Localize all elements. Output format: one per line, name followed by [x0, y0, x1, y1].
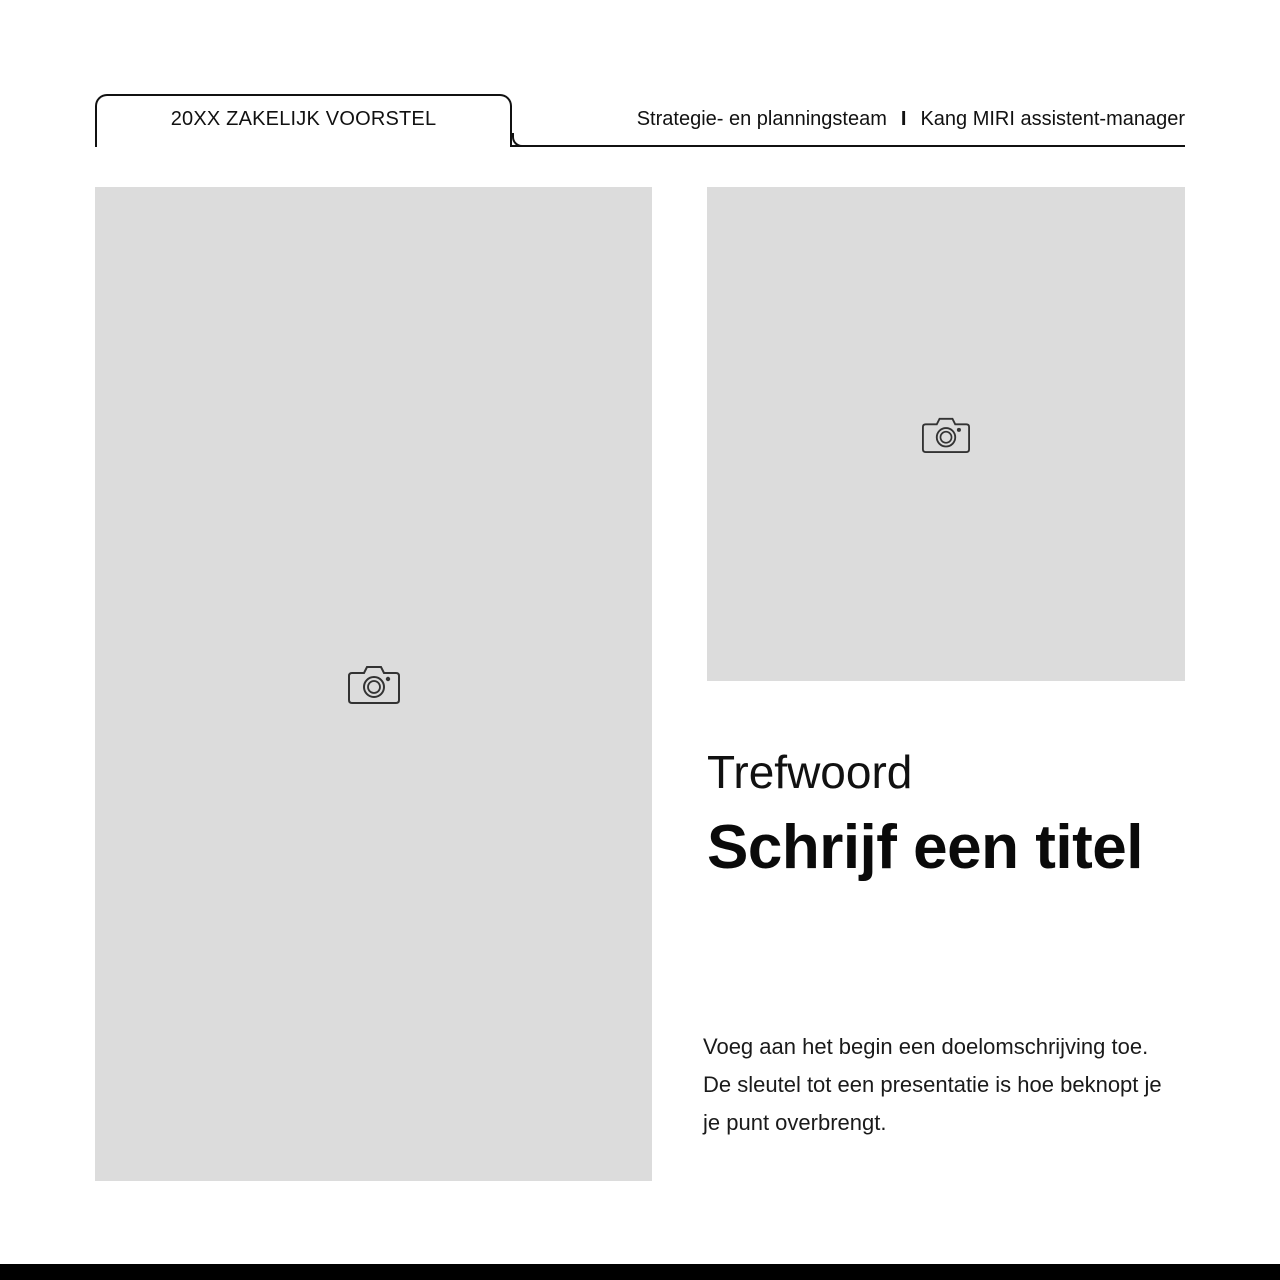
bottom-bar	[0, 1264, 1280, 1280]
header-separator: I	[900, 108, 907, 130]
description-text: Voeg aan het begin een doelomschrijving toe. De sleutel tot een presentatie is hoe beknopt je je punt overbrengt.	[703, 1034, 1162, 1135]
header-divider	[512, 145, 1185, 147]
header-info	[637, 108, 1185, 131]
photo-placeholder-left[interactable]	[95, 187, 652, 1181]
header-tab	[95, 94, 512, 147]
photo-placeholder-right[interactable]	[707, 187, 1185, 681]
page-title: Schrijf een titel	[707, 813, 1143, 882]
camera-icon	[348, 664, 400, 704]
camera-icon	[922, 416, 970, 453]
header-team: Strategie- en planningsteam	[636, 108, 887, 130]
header-person: Kang MIRI assistent-manager	[920, 108, 1185, 130]
keyword-label: Trefwoord	[707, 746, 913, 798]
header-tab-label: 20XX ZAKELIJK VOORSTEL	[170, 108, 437, 130]
